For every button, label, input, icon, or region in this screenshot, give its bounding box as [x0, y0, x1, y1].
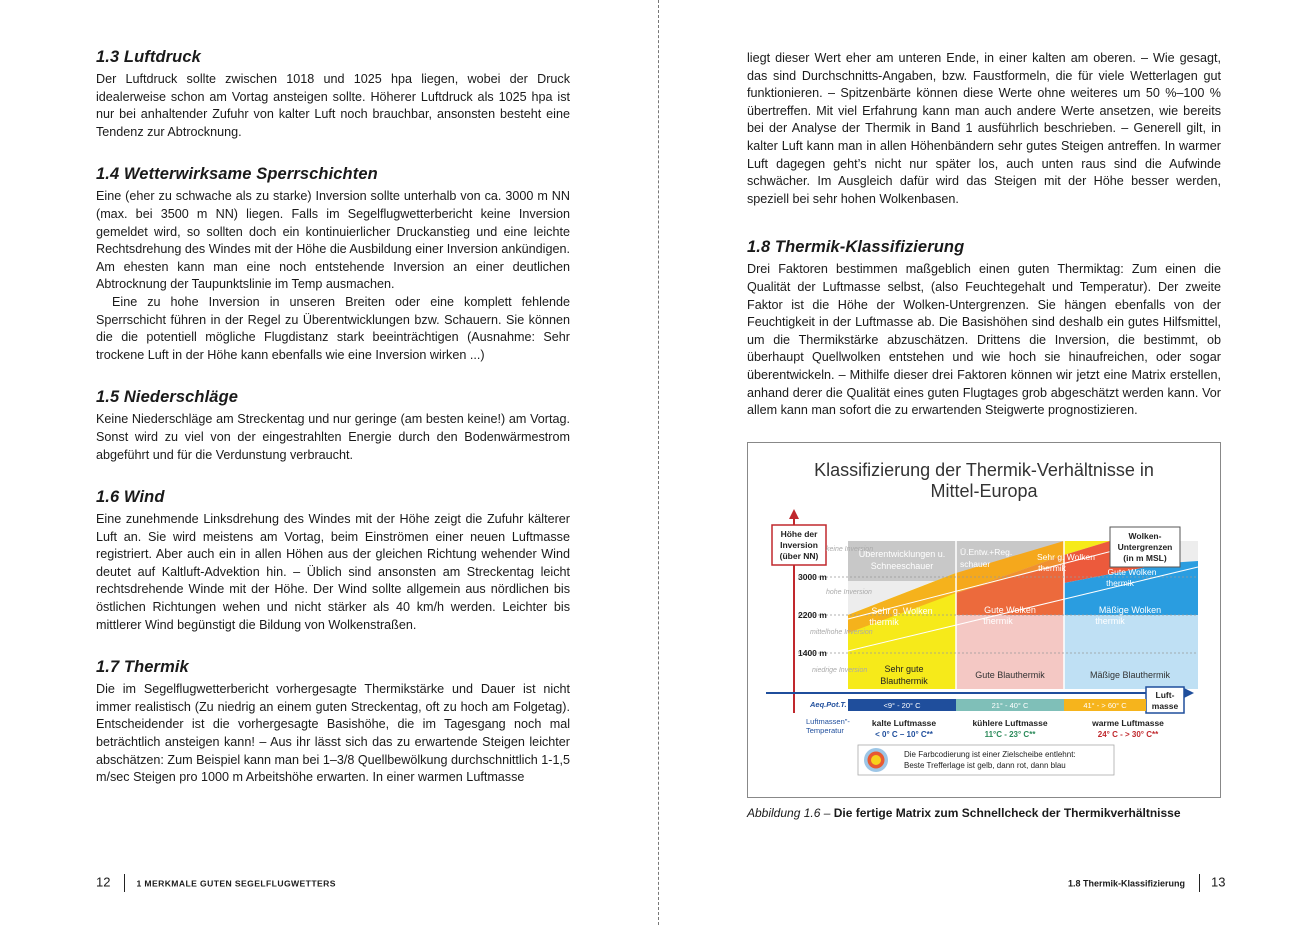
left-footer [96, 874, 336, 892]
y-axis-title: (über NN) [779, 551, 819, 561]
cloud-base-title: (in m MSL) [1123, 553, 1167, 563]
row-label: hohe Inversion [826, 589, 872, 596]
cell-text: Überentwicklungen u. [858, 549, 946, 559]
footer-rule [1199, 874, 1200, 892]
row-label: mittelhohe Inversion [810, 629, 873, 636]
cell-text: thermik [1038, 563, 1066, 573]
x-axis-arrow-icon [1184, 688, 1194, 698]
section-luftdruck [96, 48, 570, 141]
y-axis-arrow-icon [789, 509, 799, 519]
aeq-range: <9° - 20° C [883, 701, 921, 710]
right-footer [1068, 874, 1225, 892]
right-page [747, 50, 1221, 420]
continuation-paragraph: liegt dieser Wert eher am unteren Ende, in einer kalten am oberen. – Wie gesagt, das sind Durchschnitts-Angaben, bzw. Faustformeln, die für viele Wetterlagen gut funktionieren. – Spitzenbärte können diese Werte ohne weiteres um 50 %–100 % übertreffen. Mit viel Erfahrung kann man auch andere Werte ansetzen, wie bereits bei der Analyse der Thermik in Band 1 ausführlich beschrieben. – Generell gilt, in kalter Luft kann man in allen Höhenbändern sehr gutes Steigen antreffen. In warmer Luft dagegen geht’s nicht nur später los, auch unten raus sind die Aufwinde schwächer. Im Ausgleich dafür wird das Steigen mit der Höhe besser werden, speziell bei sehr hohen Wolkenbasen. [747, 51, 1221, 206]
section-niederschlaege [96, 388, 570, 464]
section-heading: 1.8 Thermik-Klassifizierung [747, 238, 965, 257]
cell-text: schauer [960, 559, 991, 569]
cell-text: Schneeschauer [870, 561, 934, 571]
airmass-temp: 11°C - 23° C** [984, 730, 1036, 739]
left-page [96, 48, 570, 815]
airmass-temp: 24° C - > 30° C** [1097, 730, 1159, 739]
section-heading: 1.6 Wind [96, 488, 165, 507]
aeq-label: Aeq.Pot.T. [810, 700, 847, 709]
x-axis-title: masse [1151, 701, 1179, 711]
height-label-3000: 3000 m [798, 572, 827, 582]
cloud-base-title: Wolken- [1128, 531, 1162, 541]
cell-text: thermik [1095, 616, 1125, 626]
cell-text: Mäßige Blauthermik [1089, 670, 1171, 680]
cell-text: thermik [1106, 578, 1134, 588]
footer-rule [124, 874, 125, 892]
cell-text: Blauthermik [880, 676, 928, 686]
aeq-range: 41° - > 60° C [1083, 701, 1127, 710]
target-icon [864, 748, 888, 772]
row-label: niedrige Inversion [812, 667, 868, 674]
section-paragraph: Drei Faktoren bestimmen maßgeblich einen guten Thermiktag: Zum einen die Qualität der Luftmasse selbst, (also Feuchtegehalt und Temperatur). Der zweite Faktor ist die Höhe der Wolken-Untergrenzen. Sie hängen ebenfalls von der Feuchtigkeit in der Luftmasse ab. Die Basishöhen sind deshalb ein gutes Hilfsmittel, um die Thermikstärke abzuschätzen. Drittens die Inversion, die bestimmt, ob überhaupt Quellwolken entstehen und wie hoch sie hinaufreichen, oder sogar überentwickeln. – Mithilfe dieser drei Faktoren können wir jetzt eine Matrix erstellen, anhand derer die Qualität eines guten Flugtages grob abgeschätzt werden kann. Vor allem kann man sofort die zu erwartenden Steigwerte prognostizieren. [747, 262, 1221, 418]
cell-text: Gute Wolken [1107, 567, 1157, 577]
cell-text: Sehr g. Wolken [871, 606, 933, 616]
cell-text: Sehr g. Wolken [1037, 552, 1095, 562]
section-paragraph: Eine zunehmende Linksdrehung des Windes mit der Höhe zeigt die Zufuhr kälterer Luft an. Sie wird meistens am Vortag, beim Einströmen einer neuen Luftmasse registriert. Aber auch ein in allen Höhen aus der gleichen Richtung wehender Wind deutet auf Kaltluft-Advektion hin. – Üblich sind ansonsten am Streckentag leicht rechtsdrehende Winde mit der Höhe. Der Wind sollte allgemein aus nördlichen bis östlichen Richtungen wehen und nicht stärker als 40 km/h werden. Leichter bis mittlerer Wind begünstigt die Bildung von Wolkenstraßen. [96, 512, 570, 632]
running-head: 1 MERKMALE GUTEN SEGELFLUGWETTERS [136, 878, 336, 889]
running-head: 1.8 Thermik-Klassifizierung [1068, 878, 1186, 889]
figure-title-line2: Mittel-Europa [930, 481, 1038, 501]
figure-title-line1: Klassifizierung der Thermik-Verhältnisse in [814, 460, 1154, 480]
page-number: 12 [96, 874, 111, 890]
section-wind [96, 488, 570, 634]
airmass-title: Luftmassen"- [806, 717, 850, 726]
aeq-range: 21° - 40° C [991, 701, 1029, 710]
y-axis-title: Inversion [780, 540, 818, 550]
cell-text: Ü.Entw.+Reg. [960, 547, 1013, 557]
cell-text: Gute Wolken [984, 605, 1036, 615]
matrix-diagram [748, 443, 1220, 797]
airmass-name: kühlere Luftmasse [972, 718, 1048, 728]
airmass-name: warme Luftmasse [1092, 718, 1164, 728]
section-heading: 1.5 Niederschläge [96, 388, 239, 407]
x-axis-title: Luft- [1155, 690, 1175, 700]
airmass-title: Temperatur [806, 726, 844, 735]
caption-prefix: Abbildung 1.6 – [747, 806, 831, 820]
thermik-matrix-figure [747, 442, 1221, 798]
section-paragraph: Eine (eher zu schwache als zu starke) Inversion sollte unterhalb von ca. 3000 m NN (max. bei 3500 m NN) liegen. Falls im Segelflugwetterbericht keine Inversion gemeldet wird, so sollten doch ein kontinuierlicher Druckanstieg und eine leichte Rechtsdrehung des Windes mit der Höhe die Ausbildung einer Inversion ankündigen. Am ehesten kann man eine noch entstehende Inversion an einer deutlichen Abtrocknung der Taupunktslinie im Temp ausmachen. [96, 189, 570, 292]
cell-text: Gute Blauthermik [975, 670, 1045, 680]
airmass-temp: < 0° C – 10° C** [875, 730, 933, 739]
y-axis-title: Höhe der [780, 529, 818, 539]
cell-text: Sehr gute [884, 664, 924, 674]
cell-text: thermik [983, 616, 1013, 626]
section-thermik [96, 658, 570, 787]
cell-low-right-fill [1064, 615, 1198, 653]
page-gutter-divider [658, 0, 659, 925]
section-sperrschichten [96, 165, 570, 364]
cell-text: Mäßige Wolken [1098, 605, 1162, 615]
legend-text: Beste Trefferlage ist gelb, dann rot, dann blau [904, 761, 1066, 770]
page-number: 13 [1211, 874, 1226, 890]
legend-text: Die Farbcodierung ist einer Zielscheibe entlehnt: [904, 750, 1076, 759]
caption-text: Die fertige Matrix zum Schnellcheck der Thermikverhältnisse [830, 806, 1181, 820]
section-heading: 1.3 Luftdruck [96, 48, 201, 66]
section-heading: 1.4 Wetterwirksame Sperrschichten [96, 165, 378, 184]
section-paragraph: Keine Niederschläge am Streckentag und nur geringe (am besten keine!) am Vortag. Sonst wird zu viel von der eingestrahlten Energie durch den Bodenwärmestrom abgeführt und für die Verdunstung verbraucht. [96, 412, 570, 462]
cloud-base-title: Untergrenzen [1117, 542, 1173, 552]
figure-caption [747, 806, 1181, 820]
section-heading: 1.7 Thermik [96, 658, 189, 677]
row-label: keine Inversion [826, 546, 874, 553]
height-label-1400: 1400 m [798, 648, 827, 658]
height-label-2200: 2200 m [798, 610, 827, 620]
section-paragraph: Der Luftdruck sollte zwischen 1018 und 1025 hpa liegen, wobei der Druck idealerweise schon am Vortag ansteigen sollte. Höherer Luftdruck als 1025 hpa ist nur bei anhaltender Zufuhr von kalter Luft noch brauchbar, ansonsten besteht eine Tendenz zur Abtrocknung. [96, 72, 570, 139]
section-paragraph: Eine zu hohe Inversion in unseren Breiten oder eine komplett fehlende Sperrschicht führen in der Regel zu Überentwicklungen bzw. Schauern. Sie können die die potentiell mögliche Flugdistanz stark beeinträchtigen (Ausnahme: Sehr trockene Luft in der Höhe kann ebenfalls wie eine Inversion wirken ...) [96, 294, 570, 362]
airmass-name: kalte Luftmasse [871, 718, 937, 728]
section-paragraph: Die im Segelflugwetterbericht vorhergesagte Thermikstärke und Dauer ist nicht immer realistisch (Zu niedrig an einem guten Streckentag, oft zu hoch am Folgetag). Entscheidender ist die vorhergesagte Basishöhe, die im Tagesgang noch mal beträchtlich ansteigen kann! – Aus ihr lässt sich das zu erwartende Steigen leichter abschätzen: Zum Beispiel kann man bei 1–3/8 Quellbewölkung durchschnittlich 1-1,5 m/sec Steigen pro 1000 m Arbeitshöhe erwarten. In einer warmen Luftmasse [96, 682, 570, 785]
cell-text: thermik [869, 617, 899, 627]
